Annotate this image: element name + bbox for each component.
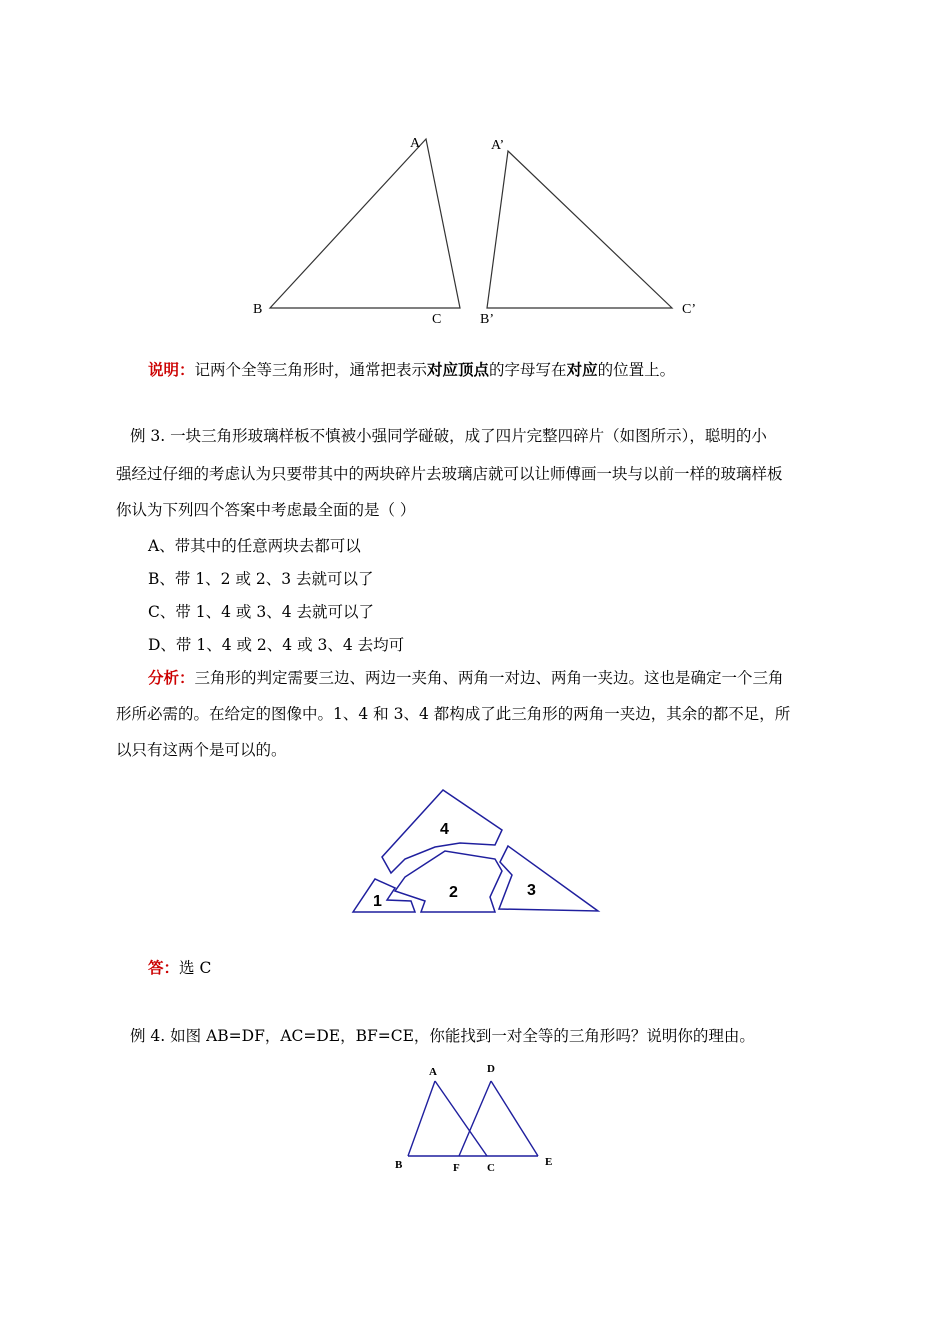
option-a: A、带其中的任意两块去都可以: [148, 537, 361, 555]
analysis-line2: 形所必需的。在给定的图像中。1、4 和 3、4 都构成了此三角形的两角一夹边，其余的都不足，所: [116, 705, 791, 723]
answer-text: 选 C: [179, 959, 212, 977]
analysis-line3: 以只有这两个是可以的。: [116, 741, 287, 759]
note-heading: 说明：: [148, 361, 195, 379]
point-d-label: D: [487, 1063, 495, 1075]
piece-4-label: 4: [440, 821, 449, 838]
point-e-label: E: [545, 1156, 553, 1168]
label-c-prime: C’: [682, 302, 696, 317]
label-b-prime: B’: [480, 312, 494, 327]
analysis-heading: 分析：: [148, 669, 195, 687]
answer-heading: 答：: [148, 959, 180, 977]
piece-3-label: 3: [527, 882, 536, 899]
triangle-a2b2c2: [487, 151, 672, 308]
note-text-3: 的位置上。: [597, 361, 676, 379]
line-ab: [408, 1081, 435, 1156]
piece-1: [353, 879, 415, 912]
point-a-label: A: [429, 1066, 437, 1078]
answer-line: [148, 952, 211, 985]
analysis-text-1: 三角形的判定需要三边、两边一夹角、两角一对边、两角一夹边。这也是确定一个三角: [194, 669, 784, 687]
label-c: C: [432, 312, 442, 327]
note-text-1: 记两个全等三角形时，通常把表示: [194, 361, 428, 379]
example4-line1: 例 4. 如图 AB=DF，AC=DE，BF=CE，你能找到一对全等的三角形吗？说明你的理由。: [130, 1027, 755, 1045]
option-c: C、带 1、4 或 3、4 去就可以了: [148, 603, 375, 621]
example3-line1: 例 3. 一块三角形玻璃样板不慎被小强同学碰破，成了四片完整四碎片（如图所示），聪明的小: [130, 427, 767, 445]
note-bold-1: 对应顶点: [427, 361, 490, 379]
example4-figure: [385, 1055, 565, 1180]
label-a-prime: A’: [491, 138, 505, 153]
analysis-line1: [148, 662, 784, 695]
point-c-label: C: [487, 1162, 495, 1174]
point-f-label: F: [453, 1162, 460, 1174]
point-b-label: B: [395, 1159, 403, 1171]
label-a: A: [410, 136, 421, 151]
option-b: B、带 1、2 或 2、3 去就可以了: [148, 570, 374, 588]
note-text-2: 的字母写在: [489, 361, 567, 379]
piece-2-label: 2: [449, 884, 458, 901]
line-df: [459, 1081, 491, 1156]
option-d: D、带 1、4 或 2、4 或 3、4 去均可: [148, 636, 405, 654]
line-de: [491, 1081, 538, 1156]
piece-1-label: 1: [373, 893, 382, 910]
label-b: B: [253, 302, 263, 317]
note-paragraph: [148, 354, 675, 387]
congruent-triangles-figure: [240, 125, 710, 335]
note-bold-2: 对应: [566, 361, 598, 379]
line-ac: [435, 1081, 487, 1156]
triangle-abc: [270, 139, 460, 308]
example3-line2: 强经过仔细的考虑认为只要带其中的两块碎片去玻璃店就可以让师傅画一块与以前一样的玻璃样板: [116, 465, 783, 483]
broken-glass-figure: [345, 785, 610, 920]
piece-3: [499, 846, 598, 911]
example3-line3: 你认为下列四个答案中考虑最全面的是（ ）: [116, 501, 416, 519]
